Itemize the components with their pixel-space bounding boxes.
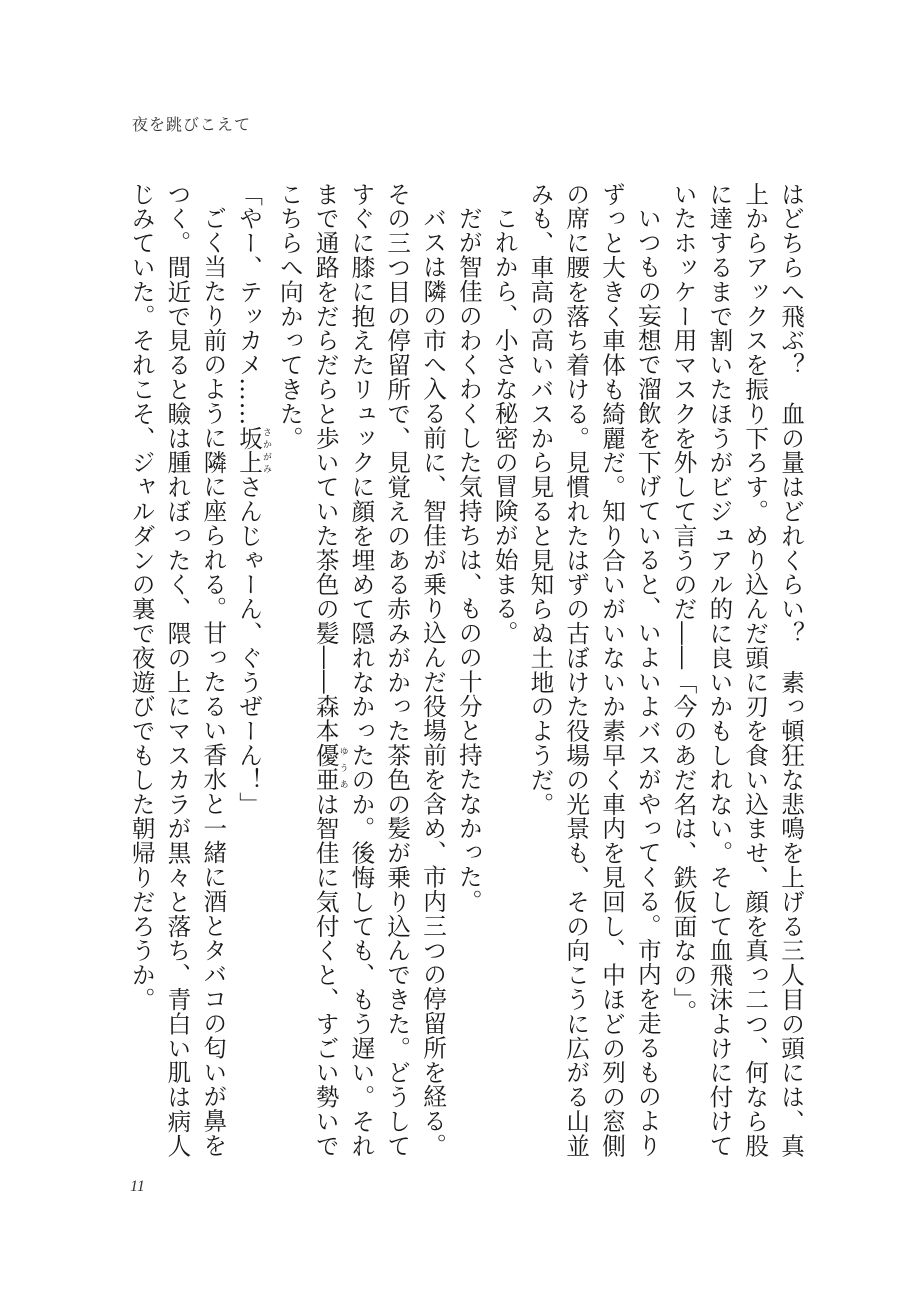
paragraph-3-text: これから、小さな秘密の冒険が始まる。 [490,205,519,645]
paragraph-5-text-a: バスは隣の市へ入る前に、智佳が乗り込んだ役場前を含め、市内三つの停留所を経る。その三つ目の停留所で、見覚えのある赤みがかった茶色の髪が乗り込んできた。どうしてすぐに膝に抱えたリュックに顔を埋めて隠れなかったのか。後悔しても、もう遅い。それまで通路をだらだらと歩いていた茶色の髪――森本 [311,182,448,1158]
paragraph-4 [450,182,486,1162]
ruby-yua-reading: ゆうあ [337,743,348,792]
paragraph-2-text: いつもの妄想で溜飲を下げていると、いよいよバスがやってくる。市内を走るものよりずっと大きく車体も綺麗だ。知り合いがいないか素早く車内を見回し、中ほどの列の窓側の席に腰を落ち着ける。見慣れたはずの古ぼけた役場の光景も、その向こうに広がる山並みも、車高の高いバスから見ると見知らぬ土地のようだ。 [526,182,662,1158]
paragraph-6-text-b: さんじゃーん、ぐうぜーん！」 [235,474,264,817]
page-number: 11 [130,1178,145,1195]
paragraph-6-dialogue [230,182,271,1162]
paragraph-4-text: だが智佳のわくわくした気持ちは、ものの十分と持たなかった。 [454,205,483,914]
paragraph-6-text-a: 「やー、テッカメ…… [235,182,264,426]
paragraph-5 [271,182,450,1162]
running-title: 夜を跳びこえて [132,115,252,134]
ruby-yua-base: 優亜 [311,743,340,792]
ruby-sakagami-base: 坂上 [235,426,264,475]
paragraph-2 [522,182,665,1162]
paragraph-1-text: はどちらへ飛ぶ？ 血の量はどれくらい？ 素っ頓狂な悲鳴を上げる三人目の頭には、真上からアックスを振り下ろす。めり込んだ頭に刃を食い込ませ、顔を真っ二つ、何なら股に達するまで割いたほうがビジュアル的に良いかもしれない。そして血飛沫よけに付けていたホッケー用マスクを外して言うのだ――「今のあだ名は、鉄仮面なの」。 [669,182,805,1158]
paragraph-7 [128,182,230,1162]
ruby-sakagami [235,426,272,475]
paragraph-3 [486,182,522,1162]
paragraph-7-text: ごく当たり前のように隣に座られる。甘ったるい香水と一緒に酒とタバコの匂いが鼻をつく。間近で見ると瞼は腫れぼったく、隈の上にマスカラが黒々と落ち、青白い肌は病人じみていた。それこそ、ジャルダンの裏で夜遊びでもした朝帰りだろうか。 [128,182,228,1158]
paragraph-1 [665,182,808,1162]
body-text [128,182,808,1162]
ruby-yua [311,743,348,792]
ruby-sakagami-reading: さかがみ [261,426,272,475]
paragraph-5-text-b: は智佳に気付くと、すごい勢いでこちらへ向かってきた。 [275,182,340,1158]
